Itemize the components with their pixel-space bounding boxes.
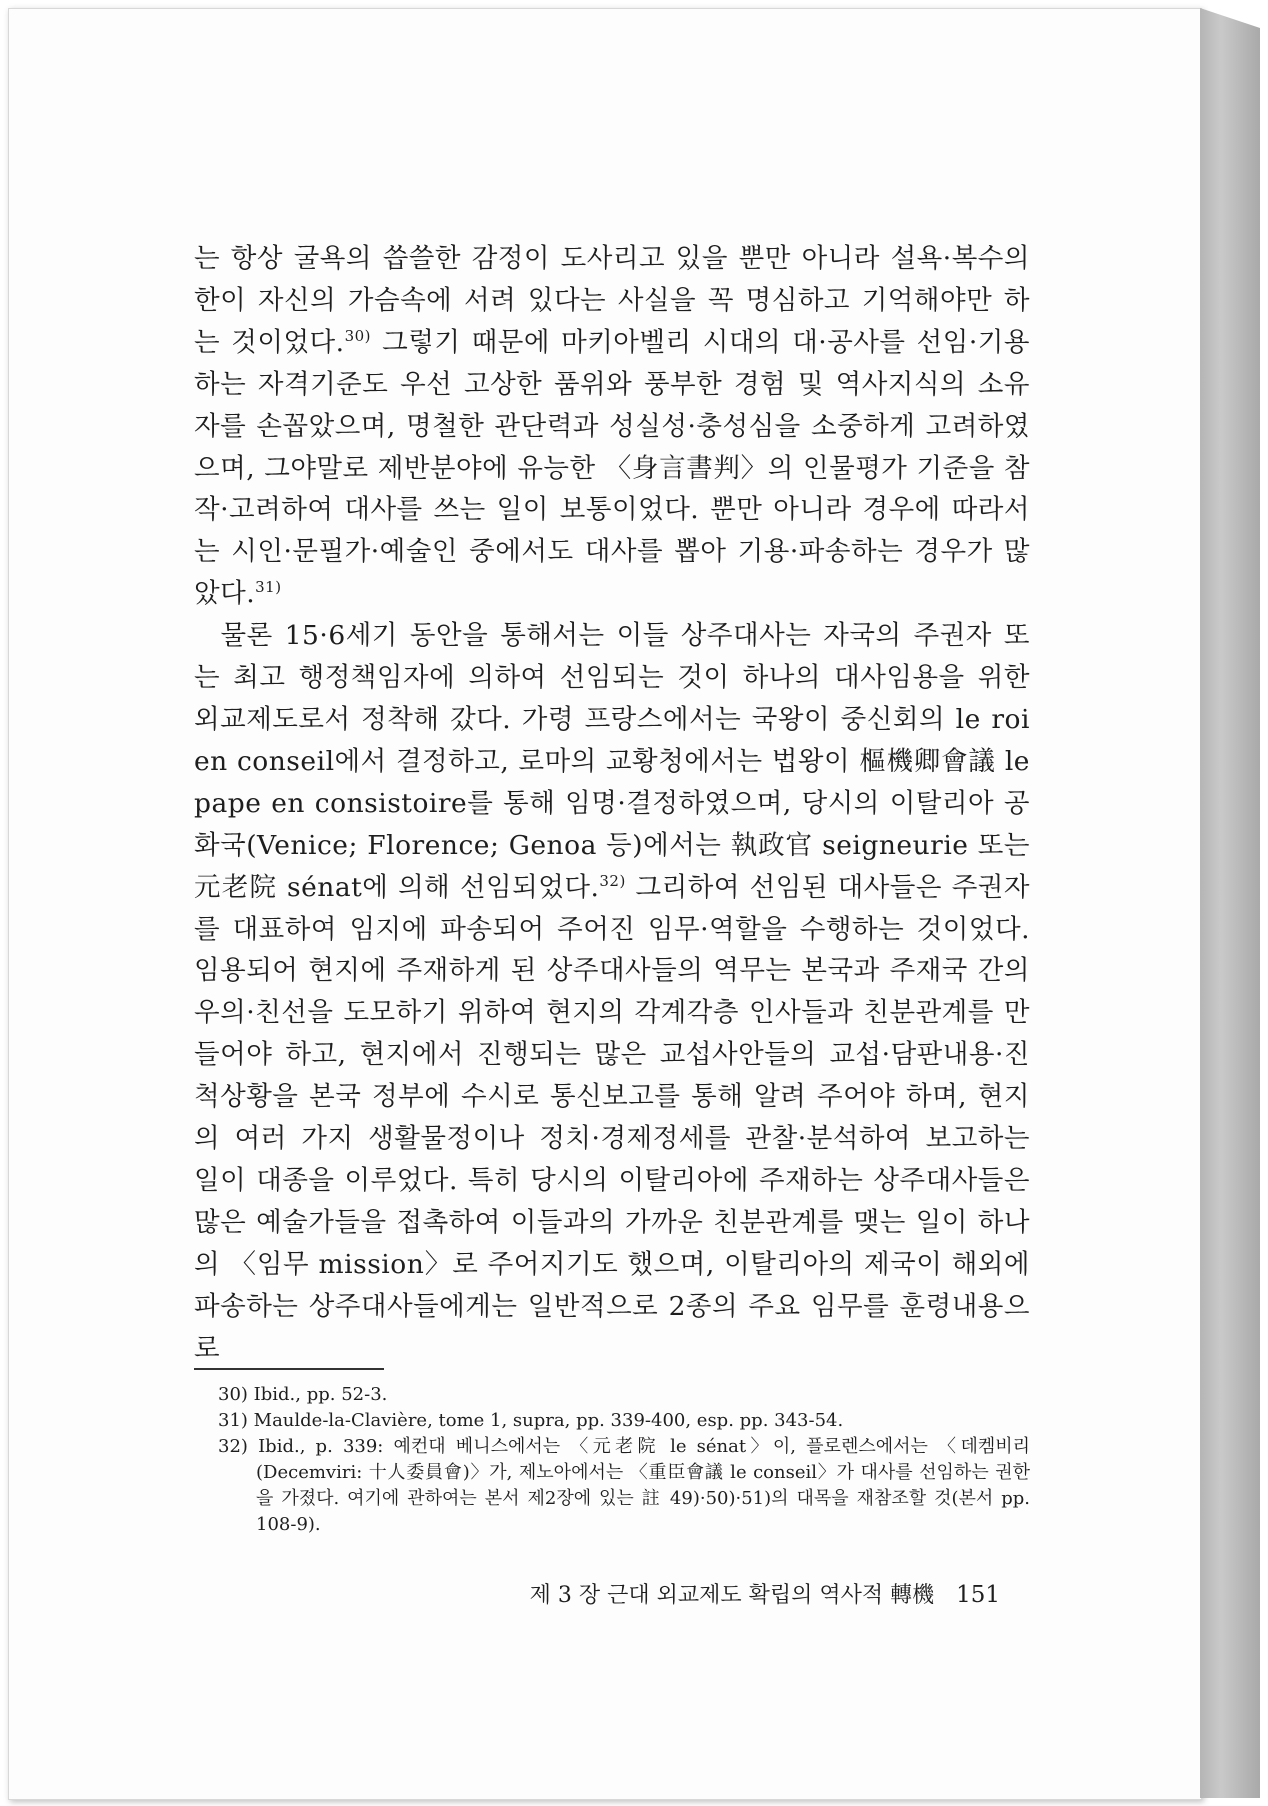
footnote-30: 30) Ibid., pp. 52-3.: [218, 1384, 388, 1405]
running-chapter-title: 제 3 장 근대 외교제도 확립의 역사적 轉機: [529, 1583, 935, 1608]
footnote-32: 32) Ibid., p. 339: 예컨대 베니스에서는 〈元老院 le sénat〉이, 플로렌스에서는 〈데켐비리 (Decemviri: 十人委員會)〉가, 제노아에서는 〈重臣會議 le conseil〉가 대사를 선임하는 권한을 가졌다. 여기에 관하여는 본서 제2장에 있는 註 49)·50)·51)의 대목을 재참조할 것(본서 pp. 108-9).: [218, 1436, 1030, 1535]
footnote-ref-31[interactable]: 31): [255, 578, 282, 597]
underline-mark: [194, 1368, 384, 1370]
page-edge-shadow: [1200, 8, 1260, 1798]
footnotes: [218, 1382, 1030, 1538]
footnote-ref-32[interactable]: 32): [599, 871, 626, 890]
paragraph-1: [194, 238, 1030, 615]
footnote-31: 31) Maulde-la-Clavière, tome 1, supra, pp. 339-400, esp. pp. 343-54.: [218, 1410, 844, 1431]
page-number: 151: [956, 1582, 1000, 1608]
paragraph-1-text: 는 항상 굴욕의 씁쓸한 감정이 도사리고 있을 뿐만 아니라 설욕·복수의 한이 자신의 가슴속에 서려 있다는 사실을 꼭 명심하고 기억해야만 하는 것이었다.: [194, 243, 1030, 358]
paragraph-2-tail: 그리하여 선임된 대사들은 주권자를 대표하여 임지에 파송되어 주어진 임무·역할을 수행하는 것이었다. 임용되어 현지에 주재하게 된 상주대사들의 역무는 본국과 주재국 간의 우의·친선을 도모하기 위하여 현지의 각계각층 인사들과 친분관계를 만들어야 하고, 현지에서 진행되는 많은 교섭사안들의 교섭·담판내용·진척상황을 본국 정부에 수시로 통신보고를 통해 알려 주어야 하며, 현지의 여러 가지 생활물정이나 정치·경제정세를 관찰·분석하여 보고하는 일이 대종을 이루었다. 특히 당시의 이탈리아에 주재하는 상주대사들은 많은 예술가들을 접촉하여 이들과의 가까운 친분관계를 맺는 일이 하나의 〈임무 mission〉로 주어지기도 했으며, 이탈리아의 제국이 해외에 파송하는 상주대사들에게는 일반적으로 2종의 주요 임무를 훈령내용으로: [194, 871, 1030, 1364]
paragraph-2: [194, 615, 1030, 1369]
page-footer: [460, 1578, 1000, 1609]
paragraph-1-tail: 그렇기 때문에 마키아벨리 시대의 대·공사를 선임·기용하는 자격기준도 우선 고상한 품위와 풍부한 경험 및 역사지식의 소유자를 손꼽았으며, 명철한 관단력과 성실성·충성심을 소중하게 고려하였으며, 그야말로 제반분야에 유능한 〈身言書判〉의 인물평가 기준을 참작·고려하여 대사를 쓰는 일이 보통이었다. 뿐만 아니라 경우에 따라서는 시인·문필가·예술인 중에서도 대사를 뽑아 기용·파송하는 경우가 많았다.: [194, 326, 1030, 610]
paragraph-2-text: 물론 15·6세기 동안을 통해서는 이들 상주대사는 자국의 주권자 또는 최고 행정책임자에 의하여 선임되는 것이 하나의 대사임용을 위한 외교제도로서 정착해 갔다. 가령 프랑스에서는 국왕이 중신회의 le roi en conseil에서 결정하고, 로마의 교황청에서는 법왕이 樞機卿會議 le pape en consistoire를 통해 임명·결정하였으며, 당시의 이탈리아 공화국(Venice; Florence; Genoa 등)에서는 執政官 seigneurie 또는 元老院 sénat에 의해 선임되었다.: [194, 620, 1030, 903]
footnote-ref-30[interactable]: 30): [344, 326, 372, 345]
body-text: [194, 238, 1030, 1369]
